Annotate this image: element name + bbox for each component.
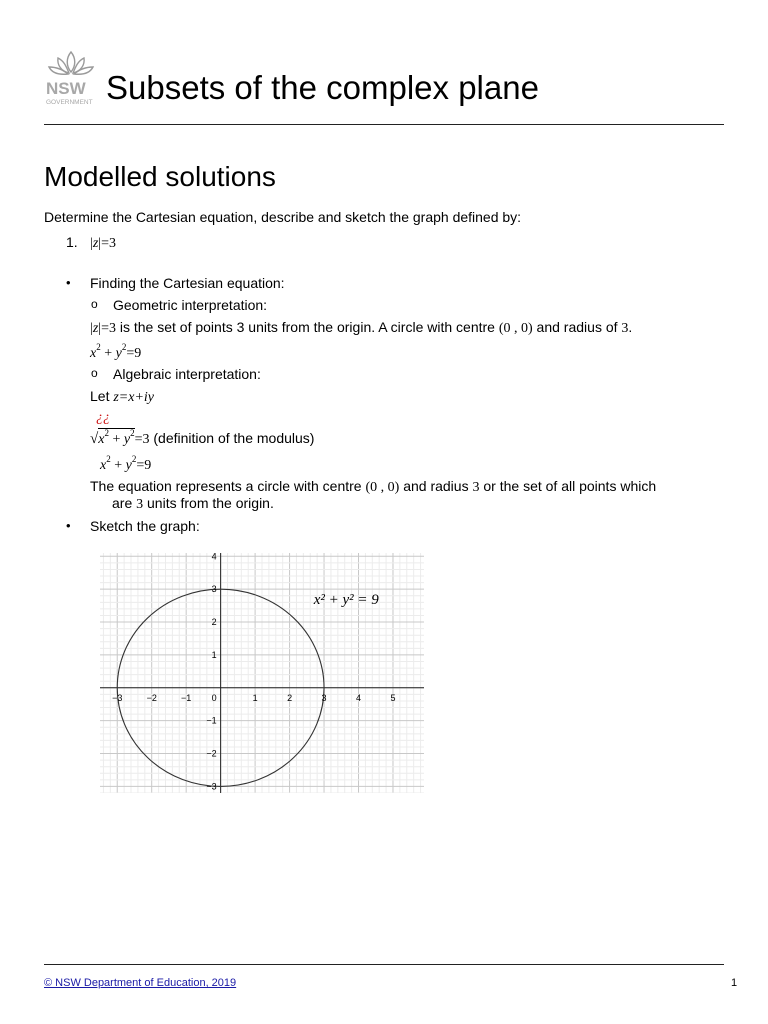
- x-tick-label: 0: [211, 692, 217, 703]
- x-tick-label: 5: [390, 692, 396, 703]
- item-number: 1.: [66, 234, 78, 250]
- equation-annotation: x² + y² = 9: [313, 591, 379, 608]
- cartesian-equation-2: $x^2 + y^2=9$: [100, 454, 152, 473]
- let-statement: Let z=x+iy: [90, 388, 155, 405]
- modulus-definition: $√x^2 + y^2=3$ (definition of the modulus): [90, 428, 315, 447]
- y-tick-label: 3: [211, 584, 217, 595]
- y-tick-label: −3: [206, 781, 217, 792]
- section-heading: Modelled solutions: [44, 161, 276, 192]
- y-tick-label: 4: [211, 553, 217, 562]
- bullet-marker: •: [66, 275, 71, 290]
- conclusion-line-2: are 3 units from the origin.: [112, 495, 274, 512]
- y-tick-label: 1: [211, 649, 217, 660]
- sub-bullet-marker: o: [91, 297, 98, 311]
- circle-graph: [100, 553, 424, 793]
- cartesian-equation-1: $x^2 + y^2=9$: [90, 342, 142, 361]
- algebraic-label: Algebraic interpretation:: [113, 366, 261, 382]
- geometric-label: Geometric interpretation:: [113, 297, 268, 313]
- intro-text: Determine the Cartesian equation, describe and sketch the graph defined by:: [44, 209, 522, 225]
- bullet-marker: •: [66, 518, 71, 533]
- page-number: 1: [731, 977, 738, 989]
- logo-text: NSW: [46, 79, 86, 98]
- x-tick-label: −3: [112, 692, 123, 703]
- bullet-sketch-text: Sketch the graph:: [90, 518, 200, 534]
- x-tick-label: 2: [287, 692, 293, 703]
- header-divider: [44, 124, 724, 125]
- conclusion-line-1: The equation represents a circle with centre (0 , 0) and radius 3 or the set of all points which: [90, 478, 657, 495]
- x-tick-label: 3: [321, 692, 327, 703]
- geometric-description: |z|=3 is the set of points 3 units from the origin. A circle with centre (0 , 0) and radius of 3.: [90, 319, 633, 336]
- page-title: Subsets of the complex plane: [106, 69, 539, 106]
- footer-divider: [44, 964, 724, 965]
- nsw-logo: [44, 48, 98, 106]
- x-tick-label: −1: [181, 692, 192, 703]
- x-tick-label: 1: [252, 692, 258, 703]
- x-tick-label: −2: [146, 692, 157, 703]
- y-tick-label: −1: [206, 715, 217, 726]
- sub-bullet-marker: o: [91, 366, 98, 380]
- y-tick-label: 2: [211, 617, 217, 628]
- bullet-finding-text: Finding the Cartesian equation:: [90, 275, 285, 291]
- copyright-link[interactable]: © NSW Department of Education, 2019: [44, 977, 237, 989]
- item-expression: |z|=3: [90, 236, 116, 251]
- x-tick-label: 4: [356, 692, 362, 703]
- logo-subtext: GOVERNMENT: [46, 99, 93, 106]
- stray-mark: ¿¿: [96, 410, 110, 425]
- y-tick-label: −2: [206, 748, 217, 759]
- footer-copyright: [44, 976, 236, 990]
